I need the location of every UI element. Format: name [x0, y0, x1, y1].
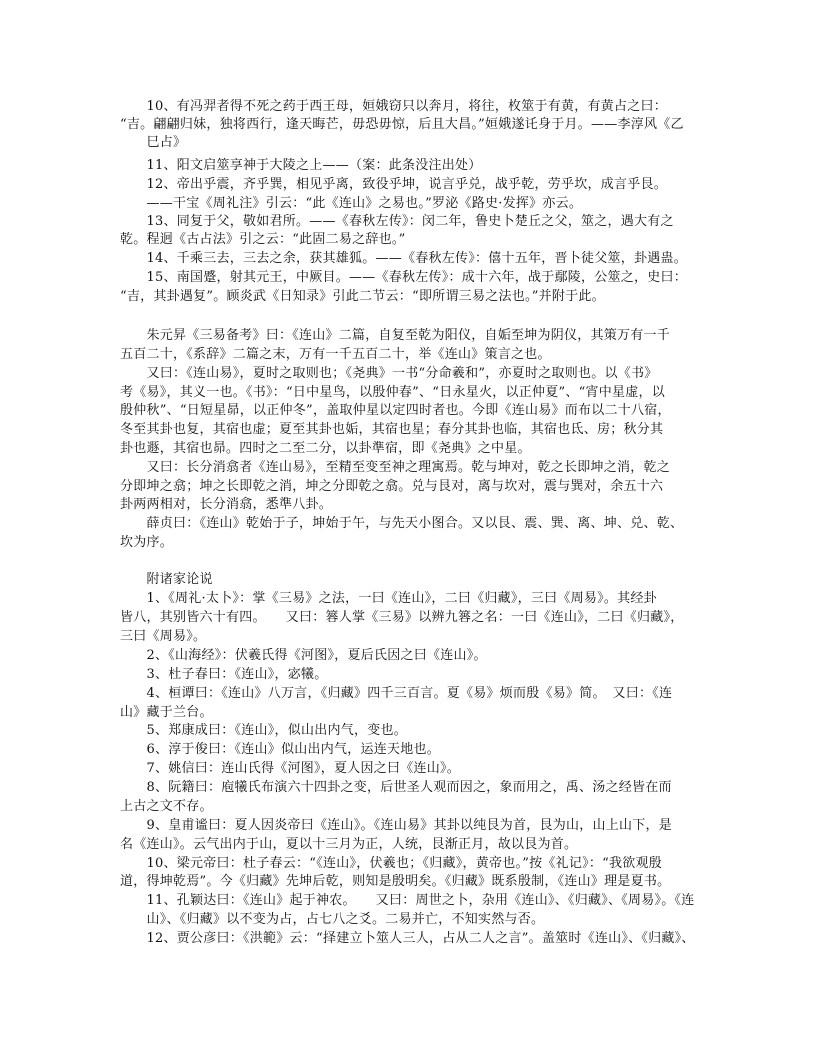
text-line: 卦两两相对，长分消翕，悉準八卦。 [120, 497, 333, 512]
text-line: “吉，其卦遇复”。顾炎武《日知录》引此二节云：“即所谓三易之法也。”并附于此。 [120, 289, 605, 304]
text-line: 分即坤之翕；坤之长即乾之消，坤之分即乾之翕。兑与艮对，离与坎对，震与巽对，余五十六 [120, 479, 664, 494]
text-line: 皆八，其别皆六十有四。 又曰：簭人掌《三易》以辨九簭之名：一曰《连山》，二曰《归藏》， [120, 610, 684, 625]
text-line: 15、南国蹙，射其元王，中厥目。——《春秋左传》：成十六年，战于鄢陵，公筮之，史曰： [120, 270, 688, 285]
text-line: 附诸家论说 [120, 572, 213, 587]
text-line: 12、贾公彦曰：《洪範》云：“择建立卜筮人三人，占从二人之言”。盖筮时《连山》、《归藏》、 [120, 931, 695, 946]
text-line: 殷仲秋”、“日短星昴，以正仲冬”，盖取仲星以定四时者也。今即《连山易》而布以二十八宿， [120, 403, 671, 418]
text-line: 考《易》，其义一也。《书》：“日中星鸟，以殷仲春”、“日永星火，以正仲夏”、“宵中星虚，以 [120, 385, 665, 400]
text-line: 1、《周礼·太卜》：掌《三易》之法，一曰《连山》，二曰《归藏》，三曰《周易》。其经卦 [120, 591, 657, 606]
text-line: 13、同复于父，敬如君所。——《春秋左传》：闵二年，鲁史卜楚丘之父，筮之，遇大有之 [120, 214, 674, 229]
text-line: 2、《山海经》：伏羲氏得《河图》，夏后氏因之曰《连山》。 [120, 648, 487, 663]
text-line: 10、梁元帝曰：杜子春云：“《连山》，伏羲也；《归藏》，黄帝也。”按《礼记》：“我欲观殷 [120, 856, 662, 871]
text-line: 5、郑康成曰：《连山》，似山出内气，变也。 [120, 723, 408, 738]
text-line: 7、姚信曰：连山氏得《河图》，夏人因之曰《连山》。 [120, 761, 461, 776]
text-line: 薛贞曰：《连山》乾始于子，坤始于午，与先天小图合。又以艮、震、巽、离、坤、兑、乾、 [120, 516, 684, 531]
text-line: 乾。程迥《古占法》引之云：“此固二易之辞也。” [120, 232, 406, 247]
text-line: 冬至其卦也复，其宿也虚；夏至其卦也姤，其宿也星；春分其卦也临，其宿也氐、房；秋分其 [120, 422, 664, 437]
text-line: 山》、《归藏》以不变为占，占七八之爻。二易并亡，不知实然与否。 [120, 912, 545, 927]
text-line: 8、阮籍曰：庖犧氏布演六十四卦之变，后世圣人观而因之，象而用之，禹、汤之经皆在而 [120, 780, 672, 795]
text-line: 11、阳文启筮享神于大陵之上——（案：此条没注出处） [120, 158, 482, 173]
text-line: 道，得坤乾焉”。今《归藏》先坤后乾，则知是殷明矣。《归藏》既系殷制，《连山》理是夏书。 [120, 874, 671, 889]
text-line: 又曰：长分消翕者《连山易》，至精至变至神之理寓焉。乾与坤对，乾之长即坤之消，乾之 [120, 460, 671, 475]
text-line: 10、有冯羿者得不死之药于西王母，姮娥窃只以奔月，将往，枚筮于有黄，有黄占之曰： [120, 99, 668, 114]
text-line: 名《连山》。云气出内于山，夏以十三月为正，人统，艮渐正月，故以艮为首。 [120, 837, 578, 852]
text-line: ——干宝《周礼注》引云：“此《连山》之易也。”罗泌《路史·发挥》亦云。 [120, 196, 583, 211]
text-line: 上古之文不存。 [120, 799, 213, 814]
text-line: 五百二十，《系辞》二篇之末，万有一千五百二十，举《连山》策言之也。 [120, 347, 551, 362]
text-line: 坎为序。 [120, 535, 174, 550]
text-line: 三曰《周易》。 [120, 629, 207, 644]
text-line: 14、千乘三去，三去之余，获其雄狐。——《春秋左传》：僖十五年，晋卜徒父筮，卦遇蛊。 [120, 251, 688, 266]
text-line: 巳占》 [120, 135, 187, 150]
text-line: 卦也遯，其宿也昴。四时之二至二分，以卦準宿，即《尧典》之中星。 [120, 441, 531, 456]
text-line: 4、桓谭曰：《连山》八万言，《归藏》四千三百言。夏《易》烦而殷《易》简。 又曰：《连 [120, 686, 673, 701]
text-line: 山》藏于兰台。 [120, 705, 213, 720]
text-line: 朱元昇《三易备考》曰：《连山》二篇，自复至乾为阳仪，自姤至坤为阴仪，其策万有一千 [120, 328, 671, 343]
text-line: 3、杜子春曰：《连山》，宓犧。 [120, 667, 328, 682]
text-line: 9、皇甫谧曰：夏人因炎帝曰《连山》。《连山易》其卦以纯艮为首，艮为山，山上山下，是 [120, 818, 673, 833]
text-line: “吉。翩翩归妹，独将西行，逢天晦芒，毋恐毋惊，后且大昌。”姮娥遂讬身于月。——李淳风《乙 [120, 117, 684, 132]
text-line: 又曰：《连山易》，夏时之取则也；《尧典》一书“分命羲和”，亦夏时之取则也。以《书》 [120, 366, 658, 381]
text-line: 12、帝出乎震，齐乎巽，相见乎离，致役乎坤，说言乎兑，战乎乾，劳乎坎，成言乎艮。 [120, 177, 668, 192]
text-line: 11、孔颖达曰：《连山》起于神农。 又曰：周世之卜，杂用《连山》、《归藏》、《周易》。《连 [120, 893, 695, 908]
text-line: 6、淳于俊曰：《连山》似山出内气，运连天地也。 [120, 742, 441, 757]
